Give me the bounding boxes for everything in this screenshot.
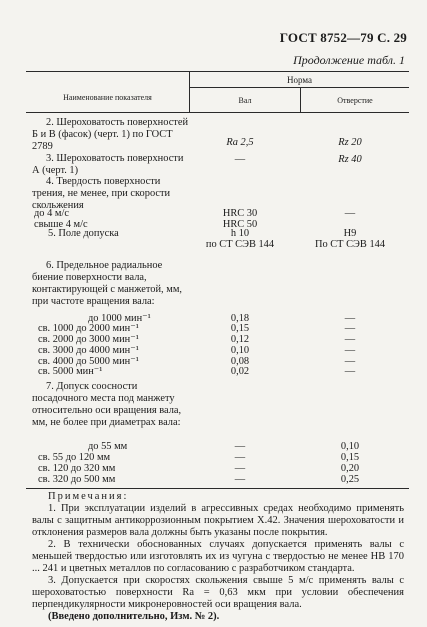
row-hole-value: H9 — [343, 228, 357, 239]
row-label: 4. Твердость поверхности трения, не менее, при скорости скольжения — [32, 176, 171, 211]
column-header-name: Наименование показателя — [63, 93, 152, 102]
row-label: св. 4000 до 5000 мин⁻¹ — [38, 356, 139, 367]
row-hole-value: — — [344, 313, 356, 324]
table-bottom-rule — [26, 488, 409, 489]
row-shaft-value: — — [234, 452, 246, 463]
row-label: св. 2000 до 3000 мин⁻¹ — [38, 334, 139, 345]
row-label: до 55 мм — [88, 441, 128, 452]
row-label: 7. Допуск соосности посадочного места под манжету относительно оси вращения вала, мм, не более при диаметрах вала: — [32, 381, 182, 428]
row-hole-value: — — [344, 334, 356, 345]
row-label: св. 320 до 500 мм — [38, 474, 116, 485]
note-item: 3. Допускается при скоростях скольжения свыше 5 м/с применять валы с шероховатостью поверхности Ra = 0,63 мкм при условии обеспечения перпендикулярности микронеровностей оси вращения вала. — [32, 575, 404, 610]
norma-under-rule — [189, 87, 409, 88]
row-shaft-value: 0,02 — [230, 366, 250, 377]
amendment-note: (Введено дополнительно, Изм. № 2). — [48, 611, 220, 622]
page-header: ГОСТ 8752—79 С. 29 — [279, 30, 407, 45]
row-hole-value: — — [344, 366, 356, 377]
column-header-shaft: Вал — [238, 96, 252, 105]
row-hole-value: 0,25 — [340, 474, 360, 485]
row-label: 5. Поле допуска — [48, 228, 119, 239]
row-shaft-value: по СТ СЭВ 144 — [205, 239, 275, 250]
column-header-hole: Отверстие — [337, 96, 373, 105]
row-label: до 1000 мин⁻¹ — [88, 313, 151, 324]
row-shaft-value: HRC 50 — [222, 219, 258, 230]
row-shaft-value: HRC 30 — [222, 208, 258, 219]
row-hole-value: — — [344, 345, 356, 356]
row-shaft-value: 0,08 — [230, 356, 250, 367]
row-hole-value: Rz 20 — [338, 137, 362, 148]
row-shaft-value: h 10 — [230, 228, 250, 239]
row-hole-value: — — [344, 323, 356, 334]
row-label: св. 1000 до 2000 мин⁻¹ — [38, 323, 139, 334]
header-bottom-rule — [26, 112, 409, 113]
row-hole-value: 0,15 — [340, 452, 360, 463]
row-shaft-value: — — [234, 463, 246, 474]
row-label: 6. Предельное радиальное биение поверхности вала, контактирующей с манжетой, мм, при частоте вращения вала: — [32, 260, 182, 307]
row-label: св. 5000 мин⁻¹ — [38, 366, 103, 377]
row-label: до 4 м/с — [34, 208, 69, 219]
row-shaft-value: Ra 2,5 — [226, 137, 254, 148]
row-hole-value: Rz 40 — [338, 154, 362, 165]
row-shaft-value: 0,15 — [230, 323, 250, 334]
row-label: 3. Шероховатость поверхности А (черт. 1) — [32, 153, 184, 176]
row-label: 2. Шероховатость поверхностей Б и В (фасок) (черт. 1) по ГОСТ 2789 — [32, 117, 189, 152]
notes-title: Примечания: — [48, 491, 129, 502]
row-label: св. 3000 до 4000 мин⁻¹ — [38, 345, 139, 356]
row-shaft-value: — — [234, 441, 246, 452]
note-item: 2. В технически обоснованных случаях допускается применять валы с меньшей твердостью или изготовлять их из чугуна с твердостью не менее НВ 170 ... 241 и цветных металлов по согласованию с разработчиком стандарта. — [32, 539, 404, 574]
row-hole-value: — — [344, 208, 356, 219]
row-hole-value: По СТ СЭВ 144 — [314, 239, 386, 250]
row-hole-value: — — [344, 356, 356, 367]
column-header-norma: Норма — [287, 75, 312, 85]
row-label: свыше 4 м/с — [34, 219, 88, 230]
row-hole-value: 0,20 — [340, 463, 360, 474]
row-shaft-value: 0,18 — [230, 313, 250, 324]
row-hole-value: 0,10 — [340, 441, 360, 452]
note-item: 1. При эксплуатации изделий в агрессивных средах необходимо применять валы с защитным антикоррозионным покрытием Х.42. Значения шероховатости и отклонения размеров вала должны быть указаны после покрытия. — [32, 503, 404, 538]
row-shaft-value: — — [234, 154, 246, 165]
row-shaft-value: 0,12 — [230, 334, 250, 345]
row-label: св. 120 до 320 мм — [38, 463, 116, 474]
row-shaft-value: 0,10 — [230, 345, 250, 356]
table-continuation-label: Продолжение табл. 1 — [293, 53, 405, 67]
row-shaft-value: — — [234, 474, 246, 485]
notes-block — [32, 491, 404, 623]
table-top-rule — [26, 71, 409, 72]
row-label: св. 55 до 120 мм — [38, 452, 111, 463]
